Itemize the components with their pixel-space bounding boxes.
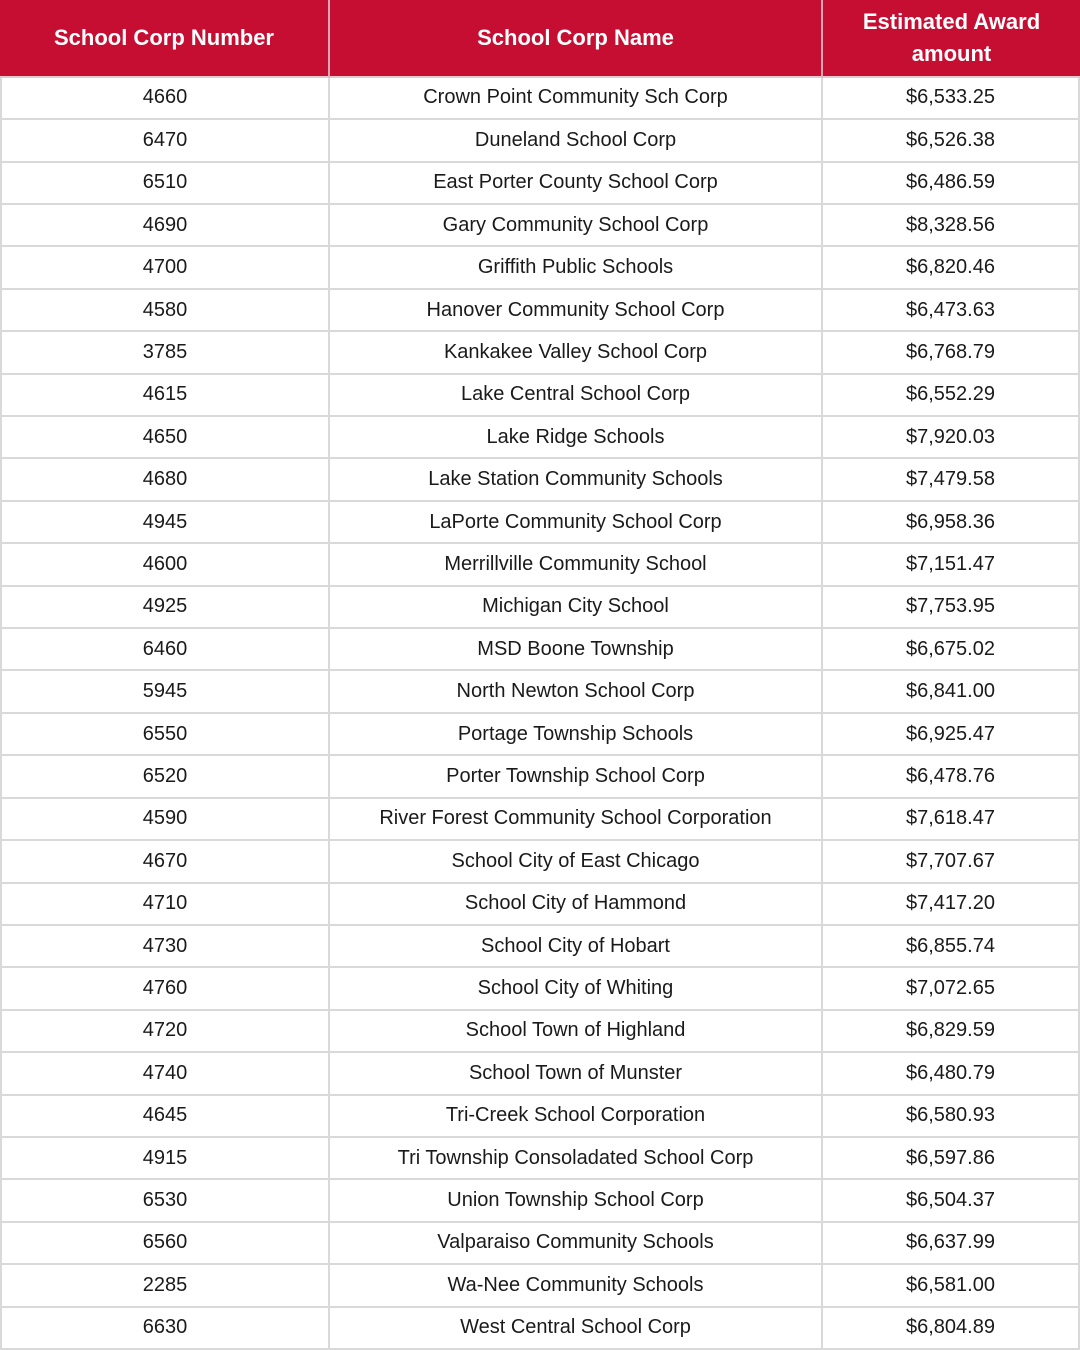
column-header-school-corp-name: School Corp Name [330,0,823,78]
award-amount-cell: $7,479.58 [823,459,1080,501]
corp-name-cell: East Porter County School Corp [330,163,823,205]
table-row [0,671,1080,713]
award-amount-cell: $6,675.02 [823,629,1080,671]
corp-number-cell: 4760 [0,968,330,1010]
header-row [0,0,1080,78]
table-row [0,1011,1080,1053]
corp-name-cell: Michigan City School [330,587,823,629]
corp-name-cell: Griffith Public Schools [330,247,823,289]
corp-name-cell: School City of Hobart [330,926,823,968]
table-row [0,1053,1080,1095]
award-amount-cell: $6,829.59 [823,1011,1080,1053]
corp-number-cell: 4580 [0,290,330,332]
award-amount-cell: $6,533.25 [823,78,1080,120]
award-amount-cell: $6,504.37 [823,1180,1080,1222]
corp-name-cell: Gary Community School Corp [330,205,823,247]
table-row [0,78,1080,120]
award-amount-cell: $7,753.95 [823,587,1080,629]
award-amount-cell: $6,478.76 [823,756,1080,798]
corp-name-cell: Duneland School Corp [330,120,823,162]
table-row [0,1265,1080,1307]
corp-number-cell: 4945 [0,502,330,544]
corp-number-cell: 4645 [0,1096,330,1138]
table-row [0,968,1080,1010]
award-amount-cell: $6,855.74 [823,926,1080,968]
corp-number-cell: 6550 [0,714,330,756]
corp-number-cell: 4710 [0,884,330,926]
award-amount-cell: $6,473.63 [823,290,1080,332]
corp-number-cell: 5945 [0,671,330,713]
table-row [0,247,1080,289]
corp-name-cell: North Newton School Corp [330,671,823,713]
column-header-school-corp-number: School Corp Number [0,0,330,78]
award-amount-cell: $6,820.46 [823,247,1080,289]
corp-name-cell: Valparaiso Community Schools [330,1223,823,1265]
corp-number-cell: 4740 [0,1053,330,1095]
corp-name-cell: LaPorte Community School Corp [330,502,823,544]
award-amount-cell: $6,841.00 [823,671,1080,713]
corp-name-cell: School Town of Munster [330,1053,823,1095]
corp-name-cell: School City of Whiting [330,968,823,1010]
award-amount-cell: $8,328.56 [823,205,1080,247]
corp-number-cell: 6510 [0,163,330,205]
table-row [0,502,1080,544]
corp-name-cell: School Town of Highland [330,1011,823,1053]
table-row [0,459,1080,501]
corp-name-cell: Tri Township Consoladated School Corp [330,1138,823,1180]
corp-number-cell: 3785 [0,332,330,374]
table-row [0,1308,1080,1350]
corp-name-cell: Lake Ridge Schools [330,417,823,459]
corp-number-cell: 4700 [0,247,330,289]
corp-number-cell: 4600 [0,544,330,586]
table-row [0,290,1080,332]
corp-number-cell: 6470 [0,120,330,162]
table-row [0,714,1080,756]
award-amount-cell: $6,597.86 [823,1138,1080,1180]
table-row [0,375,1080,417]
corp-name-cell: MSD Boone Township [330,629,823,671]
award-amount-cell: $6,552.29 [823,375,1080,417]
table-row [0,629,1080,671]
corp-name-cell: Union Township School Corp [330,1180,823,1222]
corp-name-cell: School City of Hammond [330,884,823,926]
corp-name-cell: Lake Station Community Schools [330,459,823,501]
corp-number-cell: 6630 [0,1308,330,1350]
table-row [0,544,1080,586]
award-amount-cell: $7,618.47 [823,799,1080,841]
table-row [0,926,1080,968]
corp-name-cell: Hanover Community School Corp [330,290,823,332]
corp-number-cell: 4925 [0,587,330,629]
corp-name-cell: Portage Township Schools [330,714,823,756]
corp-number-cell: 4590 [0,799,330,841]
award-amount-cell: $6,486.59 [823,163,1080,205]
table-row [0,884,1080,926]
corp-number-cell: 4615 [0,375,330,417]
corp-number-cell: 4915 [0,1138,330,1180]
corp-name-cell: Lake Central School Corp [330,375,823,417]
table-row [0,1138,1080,1180]
table-row [0,587,1080,629]
corp-number-cell: 6460 [0,629,330,671]
award-amount-cell: $6,526.38 [823,120,1080,162]
award-amount-cell: $6,804.89 [823,1308,1080,1350]
corp-name-cell: River Forest Community School Corporation [330,799,823,841]
table-row [0,205,1080,247]
table-row [0,1180,1080,1222]
table-row [0,1223,1080,1265]
corp-name-cell: West Central School Corp [330,1308,823,1350]
corp-name-cell: Kankakee Valley School Corp [330,332,823,374]
award-amount-cell: $6,480.79 [823,1053,1080,1095]
award-amount-cell: $7,072.65 [823,968,1080,1010]
award-amount-cell: $6,637.99 [823,1223,1080,1265]
award-amount-cell: $6,580.93 [823,1096,1080,1138]
table-row [0,163,1080,205]
corp-name-cell: Merrillville Community School [330,544,823,586]
column-header-estimated-award-amount: Estimated Award amount [823,0,1080,78]
table-body [0,78,1080,1350]
corp-number-cell: 4660 [0,78,330,120]
table-row [0,417,1080,459]
table-header [0,0,1080,78]
corp-number-cell: 4670 [0,841,330,883]
award-amount-cell: $7,920.03 [823,417,1080,459]
table-row [0,332,1080,374]
award-amount-cell: $7,417.20 [823,884,1080,926]
corp-number-cell: 6560 [0,1223,330,1265]
corp-number-cell: 4680 [0,459,330,501]
table-row [0,756,1080,798]
corp-name-cell: Tri-Creek School Corporation [330,1096,823,1138]
corp-number-cell: 2285 [0,1265,330,1307]
corp-name-cell: Wa-Nee Community Schools [330,1265,823,1307]
corp-number-cell: 4650 [0,417,330,459]
award-amount-cell: $6,768.79 [823,332,1080,374]
table-row [0,120,1080,162]
table-row [0,799,1080,841]
award-amount-cell: $6,958.36 [823,502,1080,544]
award-amount-cell: $6,925.47 [823,714,1080,756]
award-amount-cell: $6,581.00 [823,1265,1080,1307]
corp-number-cell: 6520 [0,756,330,798]
table-row [0,1096,1080,1138]
award-amount-cell: $7,151.47 [823,544,1080,586]
corp-name-cell: School City of East Chicago [330,841,823,883]
table-row [0,841,1080,883]
corp-name-cell: Crown Point Community Sch Corp [330,78,823,120]
corp-number-cell: 4690 [0,205,330,247]
award-amount-cell: $7,707.67 [823,841,1080,883]
corp-number-cell: 4720 [0,1011,330,1053]
corp-number-cell: 4730 [0,926,330,968]
corp-name-cell: Porter Township School Corp [330,756,823,798]
corp-number-cell: 6530 [0,1180,330,1222]
